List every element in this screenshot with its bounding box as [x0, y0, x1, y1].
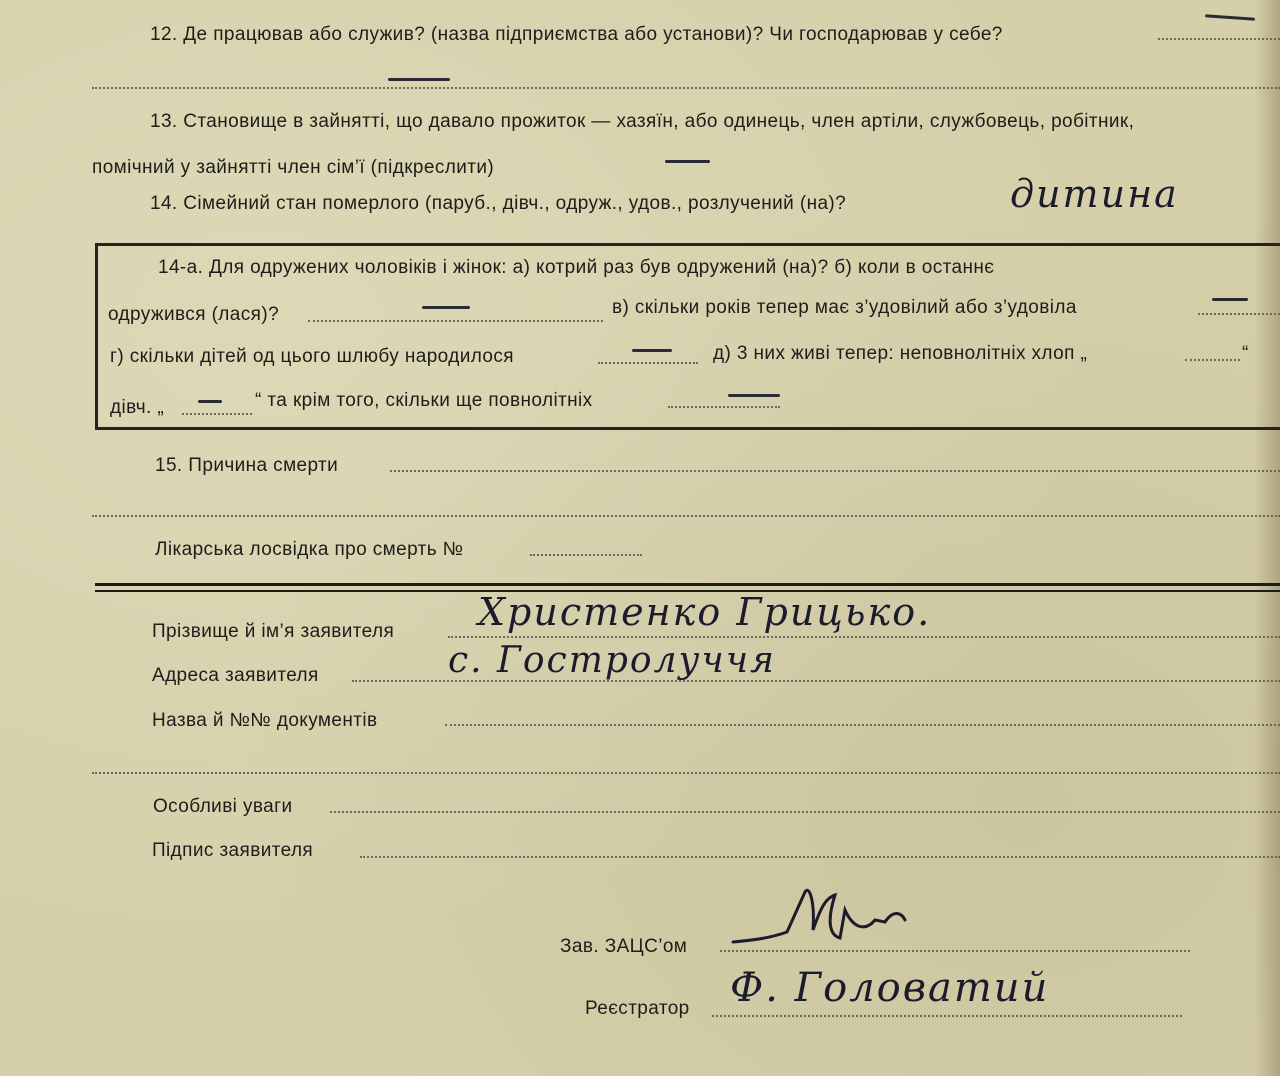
question-14a-line1: 14-а. Для одружених чоловіків і жінок: а) котрий раз був одружений (на)? б) коли в останнє: [158, 257, 995, 278]
notes-label: Особливі уваги: [153, 796, 293, 817]
answer-line-notes: [330, 811, 1280, 813]
applicant-signature-label: Підпис заявителя: [152, 840, 314, 861]
registrar-label: Реєстратор: [585, 998, 690, 1019]
question-14a-line3c: “: [1242, 343, 1249, 364]
answer-line-14a-g: [598, 362, 698, 364]
answer-line-14a-d: [1185, 359, 1240, 361]
answer-line-14a-adults: [668, 406, 780, 408]
question-13-line2: помічний у зайнятті член сім’ї (підкреслити): [92, 157, 495, 178]
question-14a-line2a: одружився (лася)?: [108, 304, 280, 325]
dash-mark: [665, 160, 710, 163]
question-12: 12. Де працював або служив? (назва підприємства або установи)? Чи господарював у себе?: [150, 24, 1003, 45]
dash-mark: [422, 306, 470, 309]
question-15: 15. Причина смерти: [155, 455, 339, 476]
registrar-name-handwritten: Ф. Головатий: [730, 965, 1050, 1011]
medical-certificate-label: Лікарська лосвідка про смерть №: [155, 539, 464, 560]
documents-label: Назва й №№ документів: [152, 710, 378, 731]
question-14a-line3a: г) скільки дітей од цього шлюбу народилося: [110, 346, 514, 367]
question-13-line1: 13. Становище в зайнятті, що давало прожиток — хазяїн, або одинець, член артіли, службовець, робітник,: [150, 111, 1135, 132]
dash-mark: [632, 349, 672, 352]
head-signature: [725, 880, 910, 960]
answer-line-registrar: [712, 1015, 1182, 1017]
answer-line-14a-v: [1198, 313, 1280, 315]
question-14: 14. Сімейний стан померлого (паруб., дівч., одруж., удов., розлучений (на)?: [150, 193, 847, 214]
separator-rule: [95, 583, 1280, 586]
question-14a-line2b: в) скільки років тепер має з’удовілий або з’удовіла: [612, 297, 1077, 318]
head-zags-label: Зав. ЗАЦС’ом: [560, 936, 688, 957]
answer-line-documents: [445, 724, 1280, 726]
answer-line-medical: [530, 554, 642, 556]
applicant-address-handwritten: с. Гостролуччя: [448, 640, 777, 681]
dash-mark: [1205, 14, 1255, 20]
answer-line-15: [390, 470, 1280, 472]
applicant-address-label: Адреса заявителя: [152, 665, 319, 686]
answer-line-14a-b: [308, 320, 603, 322]
answer-line-signature: [360, 856, 1280, 858]
question-14a-line3b: д) 3 них живі тепер: неповнолітніх хлоп „: [713, 343, 1088, 364]
answer-14-handwritten: дитина: [1010, 172, 1179, 216]
answer-line-documents-b: [92, 772, 1280, 774]
dash-mark: [728, 394, 780, 397]
dash-mark: [198, 400, 222, 403]
applicant-name-handwritten: Христенко Грицько.: [478, 590, 932, 634]
question-14a-line4b: “ та крім того, скільки ще повнолітніх: [255, 390, 593, 411]
answer-line-12: [1158, 38, 1280, 40]
answer-line-15b: [92, 515, 1280, 517]
dash-mark: [1212, 298, 1248, 301]
answer-line-name: [448, 636, 1280, 638]
answer-line-12b: [92, 87, 1280, 89]
page-edge-shadow: [1254, 0, 1280, 1076]
question-14a-line4a: дівч. „: [110, 397, 165, 418]
answer-line-14a-girls: [182, 413, 252, 415]
dash-mark: [388, 78, 450, 81]
applicant-name-label: Прізвище й ім’я заявителя: [152, 621, 395, 642]
